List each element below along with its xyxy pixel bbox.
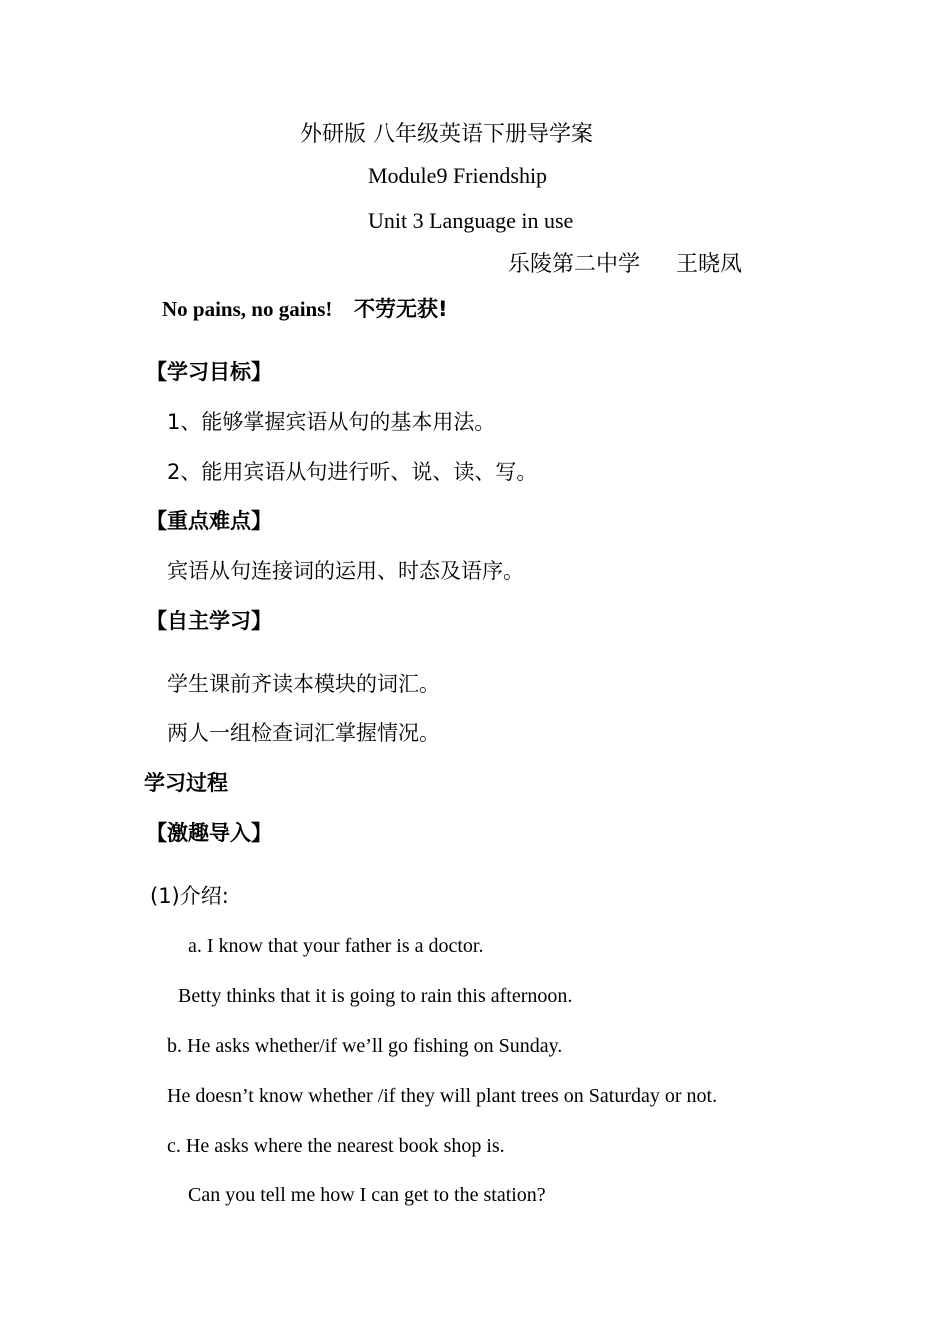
key-points-heading: 【重点难点】 (146, 509, 272, 533)
motto-chinese: 不劳无获! (354, 297, 448, 321)
example-sentence: a. I know that your father is a doctor. (188, 935, 484, 957)
example-sentence: c. He asks where the nearest book shop is. (167, 1135, 505, 1157)
goal-item: 1、能够掌握宾语从句的基本用法。 (167, 410, 496, 434)
self-study-item: 两人一组检查词汇掌握情况。 (167, 721, 440, 745)
motto-english: No pains, no gains! (162, 297, 333, 321)
document-title: 外研版 八年级英语下册导学案 (300, 122, 593, 147)
intro-label: (1)介绍: (150, 884, 229, 908)
self-study-heading: 【自主学习】 (146, 609, 272, 633)
module-title: Module9 Friendship (368, 163, 548, 188)
example-sentence: Can you tell me how I can get to the station? (188, 1184, 546, 1206)
school-name: 乐陵第二中学 (508, 252, 641, 277)
process-heading: 学习过程 (144, 771, 228, 795)
author-name: 王晓凤 (676, 252, 743, 277)
unit-title: Unit 3 Language in use (368, 208, 574, 233)
goal-item: 2、能用宾语从句进行听、说、读、写。 (167, 460, 538, 484)
key-points-text: 宾语从句连接词的运用、时态及语序。 (167, 559, 524, 583)
intro-heading: 【激趣导入】 (146, 821, 272, 845)
self-study-item: 学生课前齐读本模块的词汇。 (167, 672, 440, 696)
goals-heading: 【学习目标】 (146, 360, 272, 384)
example-sentence: He doesn’t know whether /if they will plant trees on Saturday or not. (167, 1085, 718, 1107)
example-sentence: b. He asks whether/if we’ll go fishing on Sunday. (167, 1035, 563, 1057)
example-sentence: Betty thinks that it is going to rain this afternoon. (178, 985, 573, 1007)
